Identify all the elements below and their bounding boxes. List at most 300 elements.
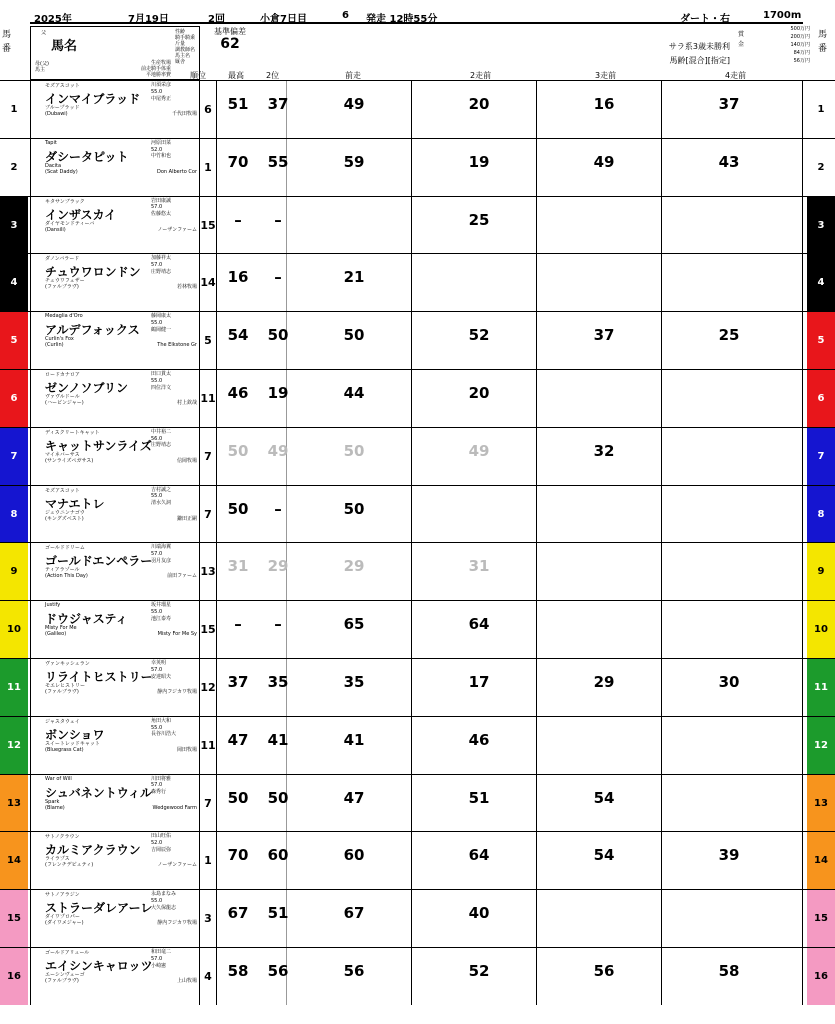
past-race: [537, 486, 662, 543]
horse-side: [151, 429, 199, 449]
prize-list: [748, 25, 810, 65]
horse-name: リライトヒストリー: [45, 670, 153, 684]
horse-side: [151, 891, 199, 911]
horse-name: キャットサンライズ: [45, 438, 152, 453]
legend-cols: [175, 29, 197, 65]
score-cell: [217, 312, 287, 369]
second-score: 55: [267, 152, 289, 171]
past-score: 40: [468, 904, 490, 923]
past-race: [287, 486, 412, 543]
trainer-name: 庄野靖志: [151, 442, 172, 449]
dam-name: Dacita: [45, 162, 62, 169]
damsire-name: (Blame): [45, 804, 65, 811]
prize-label: 賞金: [738, 31, 745, 48]
col-best: 最高: [228, 71, 244, 80]
jockey-name: 吉村誠之: [151, 486, 172, 493]
past-race: [662, 197, 803, 254]
frame-number: 8: [0, 486, 28, 543]
legend-title: 馬名: [51, 39, 78, 54]
past-race: [537, 890, 662, 947]
horse-side: [151, 140, 199, 160]
past-race: [412, 890, 537, 947]
rank: 6: [200, 81, 217, 138]
past-race: [412, 659, 537, 716]
weight: 57.0: [151, 551, 163, 558]
horse-row: [0, 889, 835, 946]
frame-number: 9: [0, 543, 28, 600]
past-race: [662, 139, 803, 196]
jockey-name: 幸英明: [151, 660, 167, 666]
frame-number: 7: [0, 428, 28, 485]
trainer-name: 中尾秀正: [151, 95, 172, 102]
past-race: [662, 543, 803, 600]
breeder-name: Don Alberto Cor: [157, 168, 197, 175]
past-race: [662, 428, 803, 485]
past-score: 54: [593, 788, 615, 807]
horse-info: [30, 81, 200, 138]
past-race: [287, 312, 412, 369]
trainer-name: 長谷川浩大: [151, 731, 177, 738]
breeder-name: 岡田牧場: [176, 746, 197, 753]
past-race: [287, 370, 412, 427]
past-score: 65: [343, 615, 365, 634]
jockey-name: 川田将雅: [151, 775, 172, 782]
breeder-name: 前田ファーム: [167, 573, 197, 580]
sire-name: Tapit: [45, 139, 57, 146]
frame-number-right: 15: [807, 890, 835, 947]
breeder-name: 静内フジカワ牧場: [157, 920, 197, 927]
horse-side: [151, 660, 199, 680]
prize-5: 56万円: [793, 58, 810, 64]
past-score: 39: [718, 846, 740, 865]
horse-side: [151, 82, 199, 102]
horse-row: [0, 831, 835, 888]
trainer-name: 清水久詞: [151, 500, 172, 507]
breeder-name: 信岡牧場: [176, 457, 197, 464]
past-score: 37: [593, 326, 615, 345]
rank: 1: [200, 832, 217, 889]
breeder-name: 静内フジカワ牧場: [157, 689, 197, 695]
past-score: 50: [343, 441, 365, 460]
prize-2: 200万円: [790, 34, 810, 40]
base-box: [200, 26, 260, 52]
past-score: 56: [593, 962, 615, 980]
umaban-label-right: 馬番: [818, 30, 828, 54]
dam-info: [45, 394, 84, 406]
dam-info: [45, 972, 85, 984]
past-race: [537, 832, 662, 889]
horse-row: [0, 369, 835, 426]
second-score: 56: [267, 962, 289, 980]
second-score: 50: [267, 326, 289, 345]
past-race: [287, 139, 412, 196]
trainer-name: 羽月友彦: [151, 557, 172, 564]
past-race: [287, 948, 412, 1005]
horse-side: [151, 487, 199, 507]
horse-name: ダシータピット: [45, 149, 129, 164]
breeder-name: 若林牧場: [176, 284, 197, 291]
dam-info: [45, 278, 85, 290]
best-score: 54: [227, 326, 249, 345]
horse-side: [151, 371, 199, 391]
trainer-name: 佐藤悠太: [151, 211, 172, 218]
past-race: [662, 775, 803, 832]
second-score: 41: [267, 730, 289, 749]
past-score: 16: [593, 95, 615, 113]
horse-row: [0, 658, 835, 715]
dam-info: [45, 336, 74, 348]
rank: 15: [200, 601, 217, 658]
second-score: 29: [267, 557, 289, 576]
trainer-name: 四位洋文: [151, 384, 172, 391]
horse-name: シュバネントウィル: [45, 785, 153, 800]
second-score: 51: [267, 904, 289, 923]
horse-row: [0, 311, 835, 368]
second-score: 35: [267, 673, 289, 691]
horse-info: [30, 428, 200, 485]
breeder-name: 鎌田正嗣: [176, 515, 197, 522]
weight: 55.0: [151, 319, 163, 326]
horse-info: [30, 543, 200, 600]
distance: 1700m: [763, 10, 802, 21]
frame-number-right: 13: [807, 775, 835, 832]
horse-row: [0, 947, 835, 1004]
jockey-name: 藤岡康太: [151, 313, 172, 320]
best-score: 16: [227, 268, 249, 287]
frame-number-right: 4: [807, 254, 835, 311]
score-cell: [217, 890, 287, 947]
sire-name: ゴールドアリュール: [45, 950, 90, 956]
dam-info: [45, 510, 85, 522]
past-race: [537, 81, 662, 138]
frame-number-right: 6: [807, 370, 835, 427]
dam-name: エーシンヴェーゴ: [45, 972, 85, 978]
frame-number-right: 10: [807, 601, 835, 658]
frame-number-right: 7: [807, 428, 835, 485]
past-score: 64: [468, 615, 490, 634]
rank: 7: [200, 486, 217, 543]
horse-info: [30, 717, 200, 774]
frame-number-right: 1: [807, 81, 835, 138]
damsire-name: (キングズベスト): [45, 515, 84, 522]
legend-box: [30, 26, 200, 80]
horse-row: [0, 253, 835, 310]
trainer-name: 吉岡辰弥: [151, 846, 172, 853]
past-race: [662, 659, 803, 716]
past-race: [287, 890, 412, 947]
damsire-name: (Scat Daddy): [45, 168, 78, 175]
horse-name: ゴールドエンペラー: [45, 554, 153, 569]
legend-row-0: 生産牧場: [150, 60, 171, 66]
sire-name: ディスクリートキャット: [45, 429, 100, 436]
col-p4: 4走前: [725, 71, 747, 80]
best-score: 47: [227, 730, 249, 749]
best-score: 51: [227, 95, 249, 113]
past-race: [412, 717, 537, 774]
horse-info: [30, 370, 200, 427]
frame-number-right: 14: [807, 832, 835, 889]
past-score: 50: [343, 326, 365, 345]
past-score: 21: [343, 268, 365, 287]
breeder-name: ノーザンファーム: [157, 226, 197, 233]
jockey-name: 中井裕二: [151, 428, 172, 435]
trainer-name: 安達昭夫: [151, 673, 172, 680]
breeder-name: Wedgewood Farm: [152, 804, 197, 811]
trainer-name: 森秀行: [151, 789, 167, 796]
frame-number: 4: [0, 254, 28, 311]
past-score: 64: [468, 846, 490, 865]
weight: 57.0: [151, 666, 163, 673]
weight: 55.0: [151, 377, 163, 384]
damsire-name: (Dansili): [45, 226, 66, 233]
course: ダート・右: [680, 14, 730, 25]
rank: 13: [200, 543, 217, 600]
past-race: [287, 717, 412, 774]
past-race: [537, 197, 662, 254]
second-score: –: [274, 615, 282, 634]
horse-side: [151, 255, 199, 275]
past-race: [537, 312, 662, 369]
frame-number: 3: [0, 197, 28, 254]
horse-info: [30, 890, 200, 947]
breeder-name: 千代田牧場: [171, 111, 197, 117]
best-score: 58: [227, 962, 249, 980]
damsire-name: (フレンチデピュティ): [45, 862, 94, 869]
best-score: 67: [227, 904, 249, 923]
best-score: 70: [227, 846, 249, 865]
past-race: [287, 832, 412, 889]
score-cell: [217, 139, 287, 196]
horse-row: [0, 80, 835, 137]
horse-info: [30, 486, 200, 543]
kai: 2回: [208, 14, 225, 25]
race-header: [30, 10, 803, 24]
dam-name: ティアラゾール: [45, 567, 80, 574]
damsire-name: (サンライズペガサス): [45, 457, 94, 464]
past-race: [287, 775, 412, 832]
race-condition: サラ系3歳未勝利: [668, 42, 730, 51]
score-cell: [217, 659, 287, 716]
prize-4: 84万円: [793, 50, 810, 56]
past-race: [662, 601, 803, 658]
past-score: 19: [468, 152, 490, 171]
best-score: 37: [227, 673, 249, 691]
legend-row-1: 前走騎手体重: [140, 66, 171, 72]
weight: 52.0: [151, 146, 163, 153]
past-race: [537, 659, 662, 716]
past-race: [412, 139, 537, 196]
damsire-name: (Curlin): [45, 342, 64, 349]
trainer-name: 小崎憲: [151, 962, 167, 969]
past-score: 43: [718, 152, 740, 171]
rank: 15: [200, 197, 217, 254]
legend-col-4: 馬主名: [175, 53, 191, 59]
past-race: [537, 717, 662, 774]
horse-side: [151, 833, 199, 853]
horse-row: [0, 774, 835, 831]
jockey-name: 和田竜二: [151, 949, 172, 955]
trainer-name: 池江泰寿: [151, 615, 172, 622]
score-cell: [217, 81, 287, 138]
past-race: [412, 428, 537, 485]
score-cell: [217, 254, 287, 311]
horse-info: [30, 197, 200, 254]
frame-number: 5: [0, 312, 28, 369]
weight: 55.0: [151, 724, 163, 731]
horse-name: ストラーダレアーレ: [45, 901, 153, 916]
dam-name: ダイヤモンドティーバ: [45, 220, 95, 227]
sire-name: War of Will: [45, 775, 72, 782]
horse-info: [30, 948, 200, 1005]
dam-info: [45, 567, 88, 579]
past-race: [287, 254, 412, 311]
frame-number: 10: [0, 601, 28, 658]
dam-name: Misty For Me: [45, 625, 77, 632]
jockey-name: 永島まなみ: [151, 891, 177, 898]
legend-col-3: 調教師名: [175, 47, 196, 53]
weight: 57.0: [151, 204, 163, 211]
rank: 7: [200, 428, 217, 485]
weight: 57.0: [151, 955, 163, 962]
damsire-name: (Bluegrass Cat): [45, 746, 84, 753]
horse-info: [30, 312, 200, 369]
past-score: 41: [343, 730, 365, 749]
horse-row: [0, 138, 835, 195]
dam-info: [45, 221, 94, 233]
frame-number-right: 3: [807, 197, 835, 254]
legend-col-5: 厩舎: [175, 59, 186, 65]
past-race: [287, 601, 412, 658]
past-race: [662, 81, 803, 138]
past-race: [412, 486, 537, 543]
past-race: [662, 254, 803, 311]
past-race: [412, 948, 537, 1005]
damsire-name: (ハービンジャー): [45, 400, 84, 406]
sire-name: Justify: [45, 602, 61, 609]
col-second: 2位: [266, 71, 280, 80]
horse-info: [30, 775, 200, 832]
col-p1: 前走: [345, 71, 361, 80]
horse-name: インマイブラッド: [45, 92, 141, 106]
year: 2025年: [34, 14, 72, 25]
dam-name: ダイワプロパー: [45, 914, 80, 921]
dam-name: Spark: [45, 798, 60, 805]
dam-info: [45, 856, 93, 868]
base-label: 基準偏差: [214, 27, 246, 36]
frame-number-right: 5: [807, 312, 835, 369]
dam-name: モエレヒストリー: [45, 683, 86, 689]
breeder-name: 上山牧場: [176, 978, 197, 984]
breeder-name: ノーザンファーム: [157, 862, 197, 869]
frame-number: 6: [0, 370, 28, 427]
past-score: 20: [468, 384, 490, 402]
horse-side: [151, 544, 199, 564]
umaban-label-left: 馬番: [2, 30, 12, 54]
prize-1: 500万円: [790, 26, 810, 32]
horse-row: [0, 427, 835, 484]
past-race: [412, 197, 537, 254]
horse-name: ボンショワ: [45, 727, 105, 742]
past-race: [537, 775, 662, 832]
horse-name: カルミアクラウン: [45, 843, 141, 858]
past-race: [662, 312, 803, 369]
past-score: 46: [468, 730, 490, 749]
weight: 55.0: [151, 88, 163, 95]
past-race: [412, 601, 537, 658]
horse-side: [151, 198, 199, 218]
best-score: 31: [227, 557, 249, 576]
breeder-name: 村上欽哉: [176, 400, 197, 406]
dam-info: [45, 452, 93, 464]
past-score: 51: [468, 788, 490, 807]
legend-col-2: 斤量: [175, 41, 186, 47]
race-number: 6: [342, 10, 349, 21]
best-score: 46: [227, 384, 249, 402]
col-rank: 順位: [190, 71, 206, 80]
horse-row: [0, 716, 835, 773]
frame-number: 16: [0, 948, 28, 1005]
second-score: –: [274, 499, 282, 518]
past-score: 29: [343, 557, 365, 576]
past-race: [412, 775, 537, 832]
col-p2: 2走前: [470, 71, 492, 80]
jockey-name: 岩田康誠: [151, 197, 172, 204]
score-cell: [217, 543, 287, 600]
dam-info: [45, 163, 78, 175]
sire-name: モズアスコット: [45, 487, 80, 494]
horse-name: チュウワロンドン: [45, 265, 141, 280]
frame-number-right: 16: [807, 948, 835, 1005]
past-score: 58: [718, 962, 740, 980]
rank: 11: [200, 370, 217, 427]
horse-side: [151, 776, 199, 796]
horse-info: [30, 659, 200, 716]
sire-name: サトノクラウン: [45, 834, 80, 841]
rank: 4: [200, 948, 217, 1005]
frame-number: 13: [0, 775, 28, 832]
jockey-name: 田山旺佑: [151, 833, 172, 840]
horse-info: [30, 601, 200, 658]
past-score: 29: [593, 673, 615, 691]
rank: 14: [200, 254, 217, 311]
jockey-name: 角田大和: [151, 717, 172, 724]
past-score: 67: [343, 904, 365, 923]
col-p3: 3走前: [595, 71, 617, 80]
second-score: 60: [267, 846, 289, 865]
score-cell: [217, 601, 287, 658]
race-type: 馬齢[混合][指定]: [669, 56, 730, 65]
damsire-name: (ファルブラヴ): [45, 978, 79, 984]
past-race: [412, 832, 537, 889]
past-race: [412, 312, 537, 369]
past-score: 52: [468, 962, 490, 980]
score-cell: [217, 370, 287, 427]
score-cell: [217, 717, 287, 774]
past-score: 25: [718, 326, 740, 345]
past-race: [537, 428, 662, 485]
base-value: 62: [220, 36, 240, 52]
past-race: [662, 486, 803, 543]
past-score: 35: [343, 673, 365, 691]
second-score: 19: [267, 384, 289, 402]
damsire-name: (ファルブラヴ): [45, 284, 79, 291]
horse-info: [30, 832, 200, 889]
past-score: 60: [343, 846, 365, 865]
jockey-name: 加藤祥太: [151, 255, 172, 262]
weight: 56.0: [151, 435, 163, 442]
horse-name: ドウジャスティ: [45, 612, 128, 627]
damsire-name: (Action This Day): [45, 573, 88, 580]
